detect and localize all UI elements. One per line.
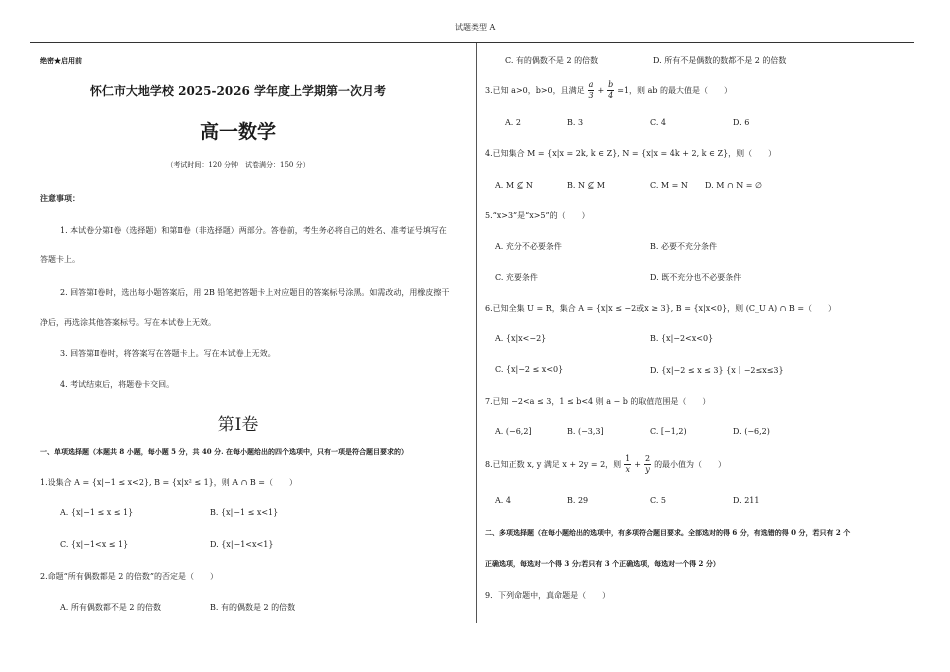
q1-stem: 1.设集合 A = {x|−1 ≤ x<2}, B = {x|x² ≤ 1}，则 A ∩ B =（ ） (40, 478, 297, 487)
q8-stem (485, 454, 726, 475)
q2-option-b: B. 有的偶数是 2 的倍数 (210, 603, 296, 612)
q6-option-b: B. {x|−2<x<0} (650, 334, 714, 343)
q7-option-b: B. (−3,3] (567, 427, 604, 436)
q6-option-c: C. {x|−2 ≤ x<0} (495, 365, 564, 374)
q7-option-d: D. (−6,2) (733, 427, 770, 436)
q8-option-a: A. 4 (495, 496, 511, 505)
section2-heading-line2: 正确选项，每选对一个得 3 分;若只有 3 个正确选项，每选对一个得 2 分） (485, 559, 720, 568)
q9-stem: 9．下列命题中，真命题是（ ） (485, 591, 611, 600)
q8-frac2-den: y (645, 465, 650, 474)
test-type-label: 试题类型 A (455, 23, 496, 32)
q1-option-a: A. {x|−1 ≤ x ≤ 1} (60, 508, 134, 517)
q3-option-d: D. 6 (733, 118, 750, 127)
q5-option-d: D. 既不充分也不必要条件 (650, 273, 742, 282)
q8-frac1-den: x (625, 465, 630, 474)
q3-fraction-2 (607, 80, 614, 101)
q8-stem-post: 的最小值为（ ） (654, 460, 727, 469)
q8-fraction-1 (624, 454, 631, 475)
q3-frac2-num: b (608, 80, 614, 89)
q3-option-b: B. 3 (567, 118, 584, 127)
notice-line-3: 2. 回答第Ⅰ卷时，选出每小题答案后，用 2B 铅笔把答题卡上对应题目的答案标号涂黑。如需改动，用橡皮擦干 (60, 288, 450, 297)
notice-line-5: 3. 回答第Ⅱ卷时，将答案写在答题卡上。写在本试卷上无效。 (60, 349, 276, 358)
column-divider (476, 43, 477, 623)
q5-option-c: C. 充要条件 (495, 273, 538, 282)
q6-option-a: A. {x|x<−2} (495, 334, 547, 343)
notice-line-6: 4. 考试结束后，将题卷卡交回。 (60, 380, 175, 389)
q2-option-c: C. 有的偶数不是 2 的倍数 (505, 56, 599, 65)
q3-stem-post: =1，则 ab 的最大值是（ ） (617, 86, 733, 95)
q3-option-a: A. 2 (505, 118, 521, 127)
notice-line-1: 1. 本试卷分第Ⅰ卷（选择题）和第Ⅱ卷（非选择题）两部分。答卷前，考生务必将自己的姓名、准考证号填写在 (60, 226, 447, 235)
secret-label: 绝密★启用前 (40, 56, 82, 65)
q2-stem: 2.命题“所有偶数都是 2 的倍数”的否定是（ ） (40, 572, 218, 581)
q8-plus: + (634, 460, 641, 469)
q8-option-b: B. 29 (567, 496, 589, 505)
q3-stem-pre: 3.已知 a>0，b>0，且满足 (485, 86, 585, 95)
q8-frac1-num: 1 (625, 454, 631, 463)
q8-stem-pre: 8.已知正数 x, y 满足 x + 2y = 2，则 (485, 460, 622, 469)
q5-option-b: B. 必要不充分条件 (650, 242, 717, 251)
exam-title: 怀仁市大地学校 2025-2026 学年度上学期第一次月考 (89, 84, 387, 98)
q1-option-c: C. {x|−1<x ≤ 1} (60, 540, 129, 549)
q5-stem: 5.“x>3”是“x>5”的（ ） (485, 211, 590, 220)
q4-option-c: C. M = N (650, 181, 688, 190)
q8-option-c: C. 5 (650, 496, 667, 505)
section2-heading-line1: 二、多项选择题（在每小题给出的选项中，有多项符合题目要求。全部选对的得 6 分，有选错的得 0 分，若只有 2 个 (485, 528, 851, 537)
q3-frac1-den: 3 (588, 91, 594, 100)
q3-fraction-1 (588, 80, 595, 101)
part-title: 第Ⅰ卷 (217, 415, 259, 435)
q4-option-b: B. N ⊈ M (567, 181, 605, 190)
q4-option-d: D. M ∩ N = ∅ (705, 181, 762, 190)
q7-stem: 7.已知 −2<a ≤ 3，1 ≤ b<4 则 a − b 的取值范围是（ ） (485, 397, 711, 406)
notice-line-2: 答题卡上。 (40, 255, 80, 264)
q4-option-a: A. M ⊈ N (495, 181, 533, 190)
q8-option-d: D. 211 (733, 496, 760, 505)
q8-fraction-2 (644, 454, 651, 475)
q7-option-c: C. [−1,2) (650, 427, 687, 436)
q2-option-d: D. 所有不是偶数的数都不是 2 的倍数 (653, 56, 787, 65)
subject-title: 高一数学 (199, 121, 276, 143)
q3-frac2-den: 4 (608, 91, 614, 100)
exam-info: （考试时间：120 分钟 试卷满分：150 分） (166, 161, 310, 169)
q1-option-b: B. {x|−1 ≤ x<1} (210, 508, 279, 517)
q1-option-d: D. {x|−1<x<1} (210, 540, 274, 549)
q4-stem: 4.已知集合 M = {x|x = 2k, k ∈ Z}, N = {x|x = 4k + 2, k ∈ Z}，则（ ） (485, 149, 777, 158)
notice-heading: 注意事项： (40, 193, 80, 203)
header-rule (30, 42, 914, 43)
q6-stem: 6.已知全集 U = R，集合 A = {x|x ≤ −2或x ≥ 3}, B = {x|x<0}，则 (C_U A) ∩ B =（ ） (485, 304, 837, 313)
q3-plus: + (597, 86, 605, 95)
q3-stem (485, 80, 732, 101)
q8-frac2-num: 2 (644, 454, 651, 463)
notice-line-4: 净后，再选涂其他答案标号。写在本试卷上无效。 (40, 318, 216, 327)
q5-option-a: A. 充分不必要条件 (495, 242, 562, 251)
q3-option-c: C. 4 (650, 118, 667, 127)
q6-option-d: D. {x|−2 ≤ x ≤ 3} {x｜−2≤x≤3} (650, 366, 784, 375)
q7-option-a: A. (−6,2] (495, 427, 532, 436)
q3-frac1-num: a (588, 80, 594, 89)
section1-heading: 一、单项选择题（本题共 8 小题，每小题 5 分，共 40 分. 在每小题给出的四个选项中，只有一项是符合题目要求的） (40, 447, 408, 456)
q2-option-a: A. 所有偶数都不是 2 的倍数 (60, 603, 162, 612)
